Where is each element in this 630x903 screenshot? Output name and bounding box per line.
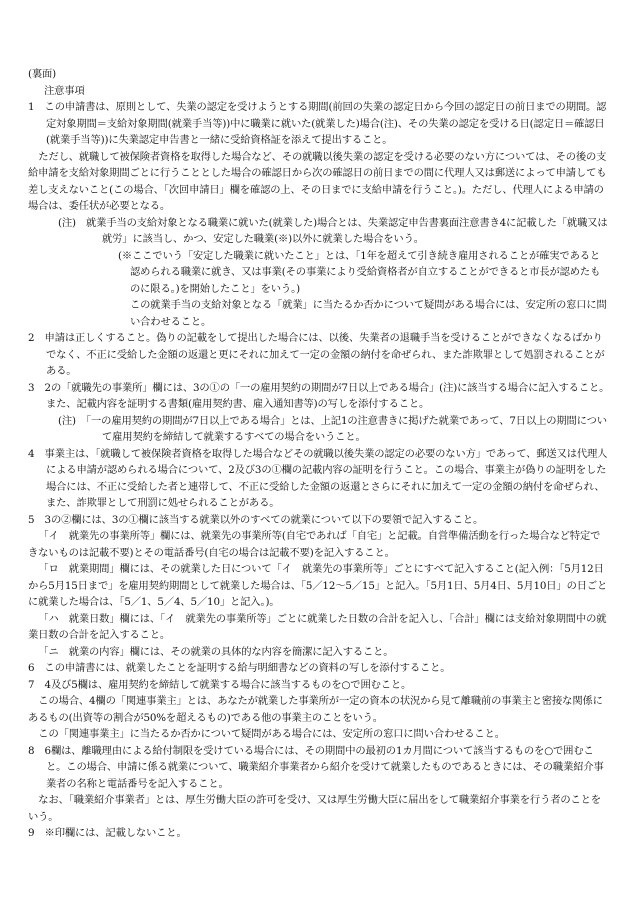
paragraph-1: 1 この申請書は、原則として、失業の認定を受けようとする期間(前回の失業の認定日から今回の認定日の前日までの期間。認定対象期間＝支給対象期間(就業手当等))中に職業に就いた(就業した)場合(注)、その失業の認定を受ける日(認定日＝確認日(就業手当等))に失業認定申告書と一緒に受給資格証を添えて提出すること。 bbox=[28, 101, 607, 146]
paragraph-9: 4 事業主は、「就職して被保険者資格を取得した場合などその就職以後失業の認定の必要のない方」であって、郵送又は代理人による申請が認められる場合について、2及び3の①欄の記載内容の証明を行うこと。この場合、事業主が偽りの証明をした場合には、不正に受給した者と連帯して、不正に受給した金額の返還とさらにそれに加えて一定の金額の納付を命ぜられ、また、詐欺罪として刑罰に処せられることがある。 bbox=[28, 447, 608, 509]
paragraph-10: 5 3の②欄には、3の①欄に該当する就業以外のすべての就業について以下の要領で記入すること。 bbox=[28, 513, 484, 526]
paragraph-16: 7 4及び5欄は、雇用契約を締結して就業する場合に該当するものを○で囲むこと。 bbox=[28, 678, 412, 691]
instructions-body bbox=[28, 99, 610, 842]
page-heading: (裏面) bbox=[28, 68, 57, 80]
paragraph-14: 「ニ 就業の内容」欄には、その就業の具体的な内容を簡潔に記入すること。 bbox=[38, 645, 394, 658]
paragraph-15: 6 この申請書には、就業したことを証明する給与明細書などの資料の写しを添付すること。 bbox=[28, 662, 451, 674]
paragraph-19: 8 6欄は、離職理由による給付制限を受けている場合には、その期間中の最初の1カ月間について該当するものを○で囲むこと。この場合、申請に係る就業について、職業紹介事業者から紹介を受けて就業したものであるときには、その職業紹介事業者の名称と電話番号を記入すること。 bbox=[28, 744, 604, 790]
section-title: 注意事項 bbox=[44, 84, 85, 97]
paragraph-18: この「関連事業主」に当たるか否かについて疑問がある場合には、安定所の窓口に問い合わせること。 bbox=[38, 728, 505, 740]
paragraph-11: 「イ 就業先の事業所等」欄には、就業先の事業所等(自宅であれば「自宅」と記載。自営準備活動を行った場合など特定できないものは記載不要)とその電話番号(自宅の場合は記載不要)を記入すること。 bbox=[28, 530, 601, 559]
paragraph-5: この就業手当の支給対象となる「就業」に当たるか否かについて疑問がある場合には、安定所の窓口に問い合わせること。 bbox=[130, 299, 607, 328]
paragraph-21: 9 ※印欄には、記載しないこと。 bbox=[28, 827, 187, 839]
paragraph-2: ただし、就職して被保険者資格を取得した場合など、その就職以後失業の認定を受ける必要のない方については、その後の支給申請を支給対象期間ごとに行うこととした場合の確認日から次の確認日の前日までの間に代理人又は郵送によって申請しても差し支えないこと(この場合、「次回申請日」欄を確認の上、その日までに支給申請を行うこと。)。ただし、代理人による申請の場合は、委任状が必要となる。 bbox=[28, 150, 607, 212]
paragraph-12: 「ロ 就業期間」欄には、その就業した日について「イ 就業先の事業所等」ごとにすべて記入すること(記入例：「5月12日から5月15日まで」を雇用契約期間として就業した場合は、「5／12～5／15」と記入。「5月1日、5月4日、5月10日」の日ごとに就業した場合は、「5／1、5／4、5／10」と記入。)。 bbox=[28, 563, 608, 608]
paragraph-3: (注) 就業手当の支給対象となる職業に就いた(就業した)場合とは、失業認定申告書裏面注意書き4に記載した「就職又は就労」に該当し、かつ、安定した職業(※)以外に就業した場合をいう。 bbox=[58, 216, 608, 245]
paragraph-4: (※ここでいう「安定した職業に就いたこと」とは、「1年を超えて引き続き雇用されることが確実であると認められる職業に就き、又は事業(その事業により受給資格者が自立することができると市長が認めたものに限る。)を開始したこと」をいう。) bbox=[118, 249, 601, 295]
paragraph-13: 「ハ 就業日数」欄には、「イ 就業先の事業所等」ごとに就業した日数の合計を記入し、「合計」欄には支給対象期間中の就業日数の合計を記入すること。 bbox=[28, 612, 607, 641]
paragraph-20: なお、「職業紹介事業者」とは、厚生労働大臣の許可を受け、又は厚生労働大臣に届出をして職業紹介事業を行う者のことをいう。 bbox=[28, 794, 601, 823]
paragraph-17: この場合、4欄の「関連事業主」とは、あなたが就業した事業所が一定の資本の状況から見て離職前の事業主と密接な関係にあるもの(出資等の割合が50%を超えるもの)である他の事業主のことをいう。 bbox=[28, 695, 603, 724]
paragraph-8: (注) 「一の雇用契約の期間が7日以上である場合」とは、上記1の注意書きに掲げた就業であって、7日以上の期間について雇用契約を締結して就業するすべての場合をいうこと。 bbox=[58, 414, 607, 443]
paragraph-6: 2 申請は正しくすること。偽りの記載をして提出した場合には、以後、失業者の退職手当を受けることができなくなるばかりでなく、不正に受給した金額の返還と更にそれに加えて一定の金額の納付を命ぜられ、また詐欺罪として処罰されることがある。 bbox=[28, 332, 605, 377]
paragraph-7: 3 2の「就職先の事業所」欄には、3の①の「一の雇用契約の期間が7日以上である場合」(注)に該当する場合に記入すること。また、記載内容を証明する書類(雇用契約書、雇入通知書等)の写しを添付すること。 bbox=[28, 381, 610, 410]
